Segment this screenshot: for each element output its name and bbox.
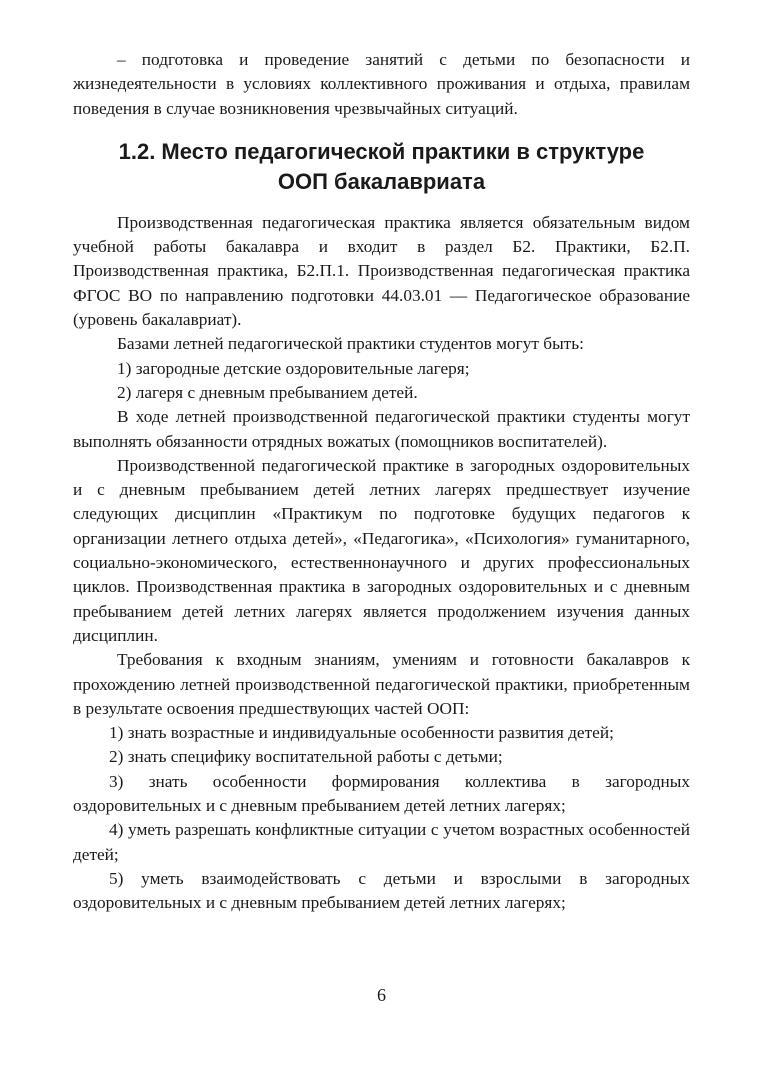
- paragraph-requirements-intro: Требования к входным знаниям, умениям и готовности бакалавров к прохождению летней производственной педагогической практики, приобретенным в результате освоения предшествующих частей ООП:: [73, 650, 690, 718]
- paragraph-student-duties: В ходе летней производственной педагогической практики студенты могут выполнять обязанности отрядных вожатых (помощников воспитателей).: [73, 407, 690, 451]
- list-item-requirement-5: 5) уметь взаимодействовать с детьми и взрослыми в загородных оздоровительных и с дневным пребыванием детей летних лагерях;: [73, 868, 690, 913]
- page-number: 6: [377, 985, 386, 1005]
- section-title-line-2: ООП бакалавриата: [277, 168, 486, 194]
- intro-list-item: – подготовка и проведение занятий с детьми по безопасности и жизнедеятельности в условиях коллективного проживания и отдыха, правилам поведения в случае возникновения чрезвычайных ситуаций.: [73, 50, 690, 118]
- paragraph-bases-intro: Базами летней педагогической практики студентов могут быть:: [117, 334, 584, 354]
- list-item-requirement-3: 3) знать особенности формирования коллектива в загородных оздоровительных и с дневным пребыванием детей летних лагерях;: [73, 771, 690, 816]
- section-title-line-1: 1.2. Место педагогической практики в структуре: [118, 138, 645, 164]
- list-item-requirement-2: 2) знать специфику воспитательной работы с детьми;: [109, 747, 503, 767]
- section-heading: [73, 137, 690, 197]
- paragraph-practice-definition: Производственная педагогическая практика является обязательным видом учебной работы бакалавра и входит в раздел Б2. Практики, Б2.П. Производственная практика, Б2.П.1. Производственная педагогическая практика ФГОС ВО по направлению подготовки 44.03.01 — Педагогическое образование (уровень бакалавриат).: [73, 212, 690, 330]
- paragraph-prerequisites: Производственной педагогической практике в загородных оздоровительных и с дневным пребыванием детей летних лагерях предшествует изучение следующих дисциплин «Практикум по подготовке будущих педагогов к организации летнего отдыха детей», «Педагогика», «Психология» гуманитарного, социально-экономического, естественнонаучного и других профессиональных циклов. Производственная практика в загородных оздоровительных и с дневным пребыванием детей летних лагерях является продолжением изучения данных дисциплин.: [73, 455, 690, 645]
- list-item-base-2: 2) лагеря с дневным пребыванием детей.: [117, 382, 418, 402]
- list-item-requirement-4: 4) уметь разрешать конфликтные ситуации с учетом возрастных особенностей детей;: [73, 820, 690, 864]
- list-item-requirement-1: 1) знать возрастные и индивидуальные особенности развития детей;: [109, 723, 614, 743]
- list-item-base-1: 1) загородные детские оздоровительные лагеря;: [117, 358, 470, 378]
